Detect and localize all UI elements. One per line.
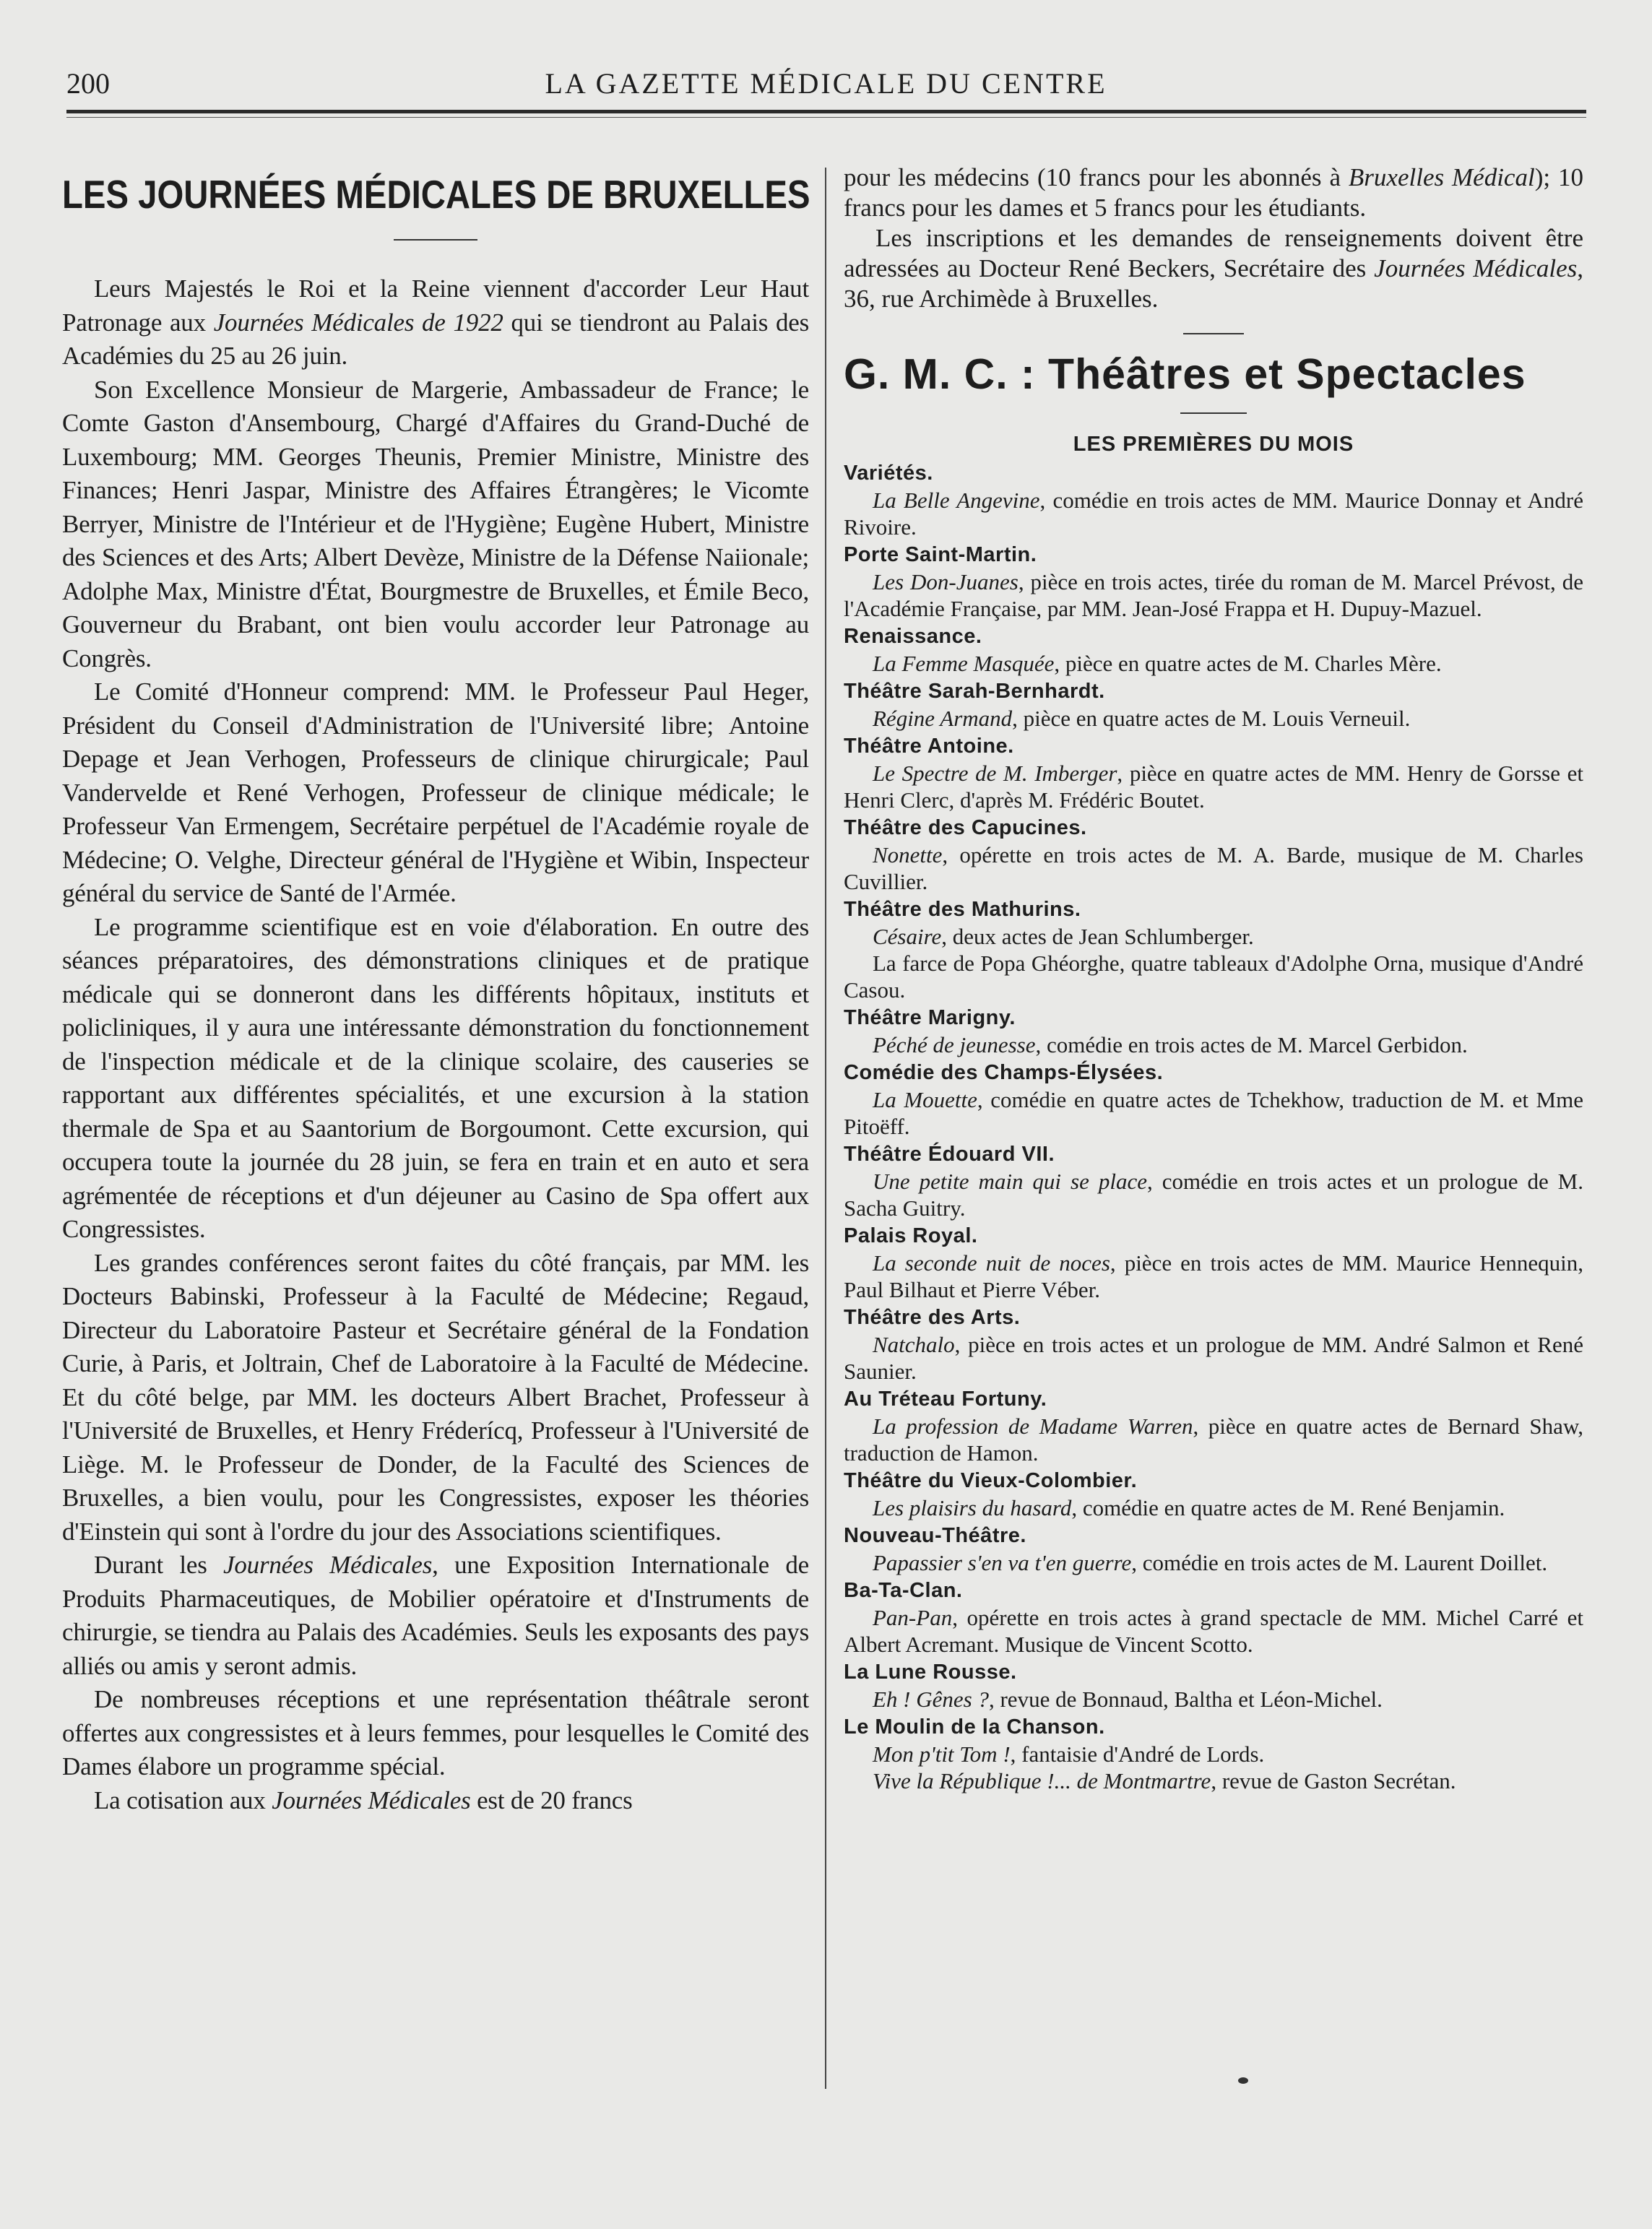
play-description: La Belle Angevine, comédie en trois actes de MM. Maurice Donnay et André Rivoire. [844,488,1583,540]
theatre-name: Théâtre Antoine. [844,735,1014,758]
article-title: LES JOURNÉES MÉDICALES DE BRUXELLES [62,172,810,217]
theatre-name: Ba-Ta-Clan. [844,1579,963,1602]
theatre-name: Théâtre du Vieux-Colombier. [844,1469,1138,1492]
theatre-name: Renaissance. [844,625,982,648]
left-column [62,163,809,1817]
article-paragraph: Son Excellence Monsieur de Margerie, Ambassadeur de France; le Comte Gaston d'Ansembourg, Chargé d'Affaires du Grand-Duché de Luxembourg; MM. Georges Theunis, Premier Ministre, Ministre des Finances; Henri Jaspar, Ministre des Affaires Étrangères; le Vicomte Berryer, Ministre de l'Intérieur et de l'Hygiène; Eugène Hubert, Ministre des Sciences et des Arts; Albert Devèze, Ministre de la Défense Naiionale; Adolphe Max, Ministre d'État, Bourgmestre de Bruxelles, et Émile Beco, Gouverneur du Brabant, ont bien voulu accorder leur Patronage au Congrès. [62,375,809,672]
play-description: Eh ! Gênes ?, revue de Bonnaud, Baltha et Léon-Michel. [873,1687,1383,1712]
article-paragraph: pour les médecins (10 francs pour les abonnés à Bruxelles Médical); 10 francs pour les dames et 5 francs pour les étudiants. [844,163,1584,222]
play-description: Papassier s'en va t'en guerre, comédie en trois actes de M. Laurent Doillet. [873,1550,1548,1575]
play-description: Une petite main qui se place, comédie en trois actes et un prologue de M. Sacha Guitry. [844,1169,1583,1221]
article-paragraph: Le programme scientifique est en voie d'élaboration. En outre des séances préparatoires, des démonstrations cliniques et de pratique médicale qui se donneront dans les différents hôpitaux, instituts et policliniques, il y aura une intéressante démonstration du fonctionnement de l'inspection médicale et de la clinique scolaire, des causeries se rapportant aux différentes spécialités, et une excursion à la station thermale de Spa et au Saantorium de Borgoumont. Cette excursion, qui occupera toute la journée du 28 juin, se fera en train et en auto et sera agrémentée de réceptions et d'un déjeuner au Casino de Spa offert aux Congressistes. [62,912,809,1243]
play-description: Les Don-Juanes, pièce en trois actes, tirée du roman de M. Marcel Prévost, de l'Académie Française, par MM. Jean-José Frappa et H. Dupuy-Mazuel. [844,569,1584,621]
article-paragraph: Leurs Majestés le Roi et la Reine viennent d'accorder Leur Haut Patronage aux Journées Médicales de 1922 qui se tiendront au Palais des Académies du 25 au 26 juin. [62,274,809,370]
theatre-name: Comédie des Champs-Élysées. [844,1061,1164,1084]
play-description: La Mouette, comédie en quatre actes de Tchekhow, traduction de M. et Mme Pitoëff. [844,1087,1583,1139]
play-description: Le Spectre de M. Imberger, pièce en quatre actes de MM. Henry de Gorsse et Henri Clerc, d'après M. Frédéric Boutet. [844,761,1583,813]
page-number: 200 [66,67,110,100]
play-description: Péché de jeunesse, comédie en trois actes de M. Marcel Gerbidon. [873,1032,1468,1057]
header-rule [66,110,1586,113]
header-rule-thin [66,117,1586,118]
theatre-name: Le Moulin de la Chanson. [844,1715,1105,1739]
play-description: Les plaisirs du hasard, comédie en quatre actes de M. René Benjamin. [873,1495,1505,1520]
end-ornament [1238,2077,1248,2084]
play-description: Mon p'tit Tom !, fantaisie d'André de Lords. [873,1741,1265,1767]
section-title: G. M. C. : Théâtres et Spectacles [844,350,1526,398]
article-paragraph: Les inscriptions et les demandes de renseignements doivent être adressées au Docteur René Beckers, Secrétaire des Journées Médicales, 36, rue Archimède à Bruxelles. [844,224,1583,313]
theatre-name: Nouveau-Théâtre. [844,1524,1026,1547]
theatre-name: Théâtre des Mathurins. [844,898,1081,921]
play-description: Natchalo, pièce en trois actes et un prologue de MM. André Salmon et René Saunier. [844,1332,1583,1384]
play-description: La farce de Popa Ghéorghe, quatre tableaux d'Adolphe Orna, musique d'André Casou. [844,951,1583,1003]
article-body [62,272,809,1817]
theatre-name: Porte Saint-Martin. [844,543,1037,566]
section-rule [1183,333,1244,334]
journal-title: LA GAZETTE MÉDICALE DU CENTRE [545,67,1107,100]
right-column [844,163,1583,1794]
section-title-rule [1180,412,1247,414]
play-description: La Femme Masquée, pièce en quatre actes de M. Charles Mère. [873,651,1442,676]
play-description: Césaire, deux actes de Jean Schlumberger. [873,924,1254,949]
theatre-name: La Lune Rousse. [844,1661,1017,1684]
article-continuation [844,163,1583,314]
theatre-name: Théâtre des Arts. [844,1306,1021,1329]
play-description: La seconde nuit de noces, pièce en trois actes de MM. Maurice Hennequin, Paul Bilhaut et Pierre Véber. [844,1250,1583,1302]
theatre-name: Au Tréteau Fortuny. [844,1388,1047,1411]
play-description: Vive la République !... de Montmartre, revue de Gaston Secrétan. [873,1768,1456,1793]
article-paragraph: Les grandes conférences seront faites du côté français, par MM. les Docteurs Babinski, Professeur à la Faculté de Médecine; Regaud, Directeur du Laboratoire Pasteur et Secrétaire général de la Fondation Curie, à Paris, et Joltrain, Chef de Laboratoire à la Faculté de Médecine. Et du côté belge, par MM. les docteurs Albert Brachet, Professeur à l'Université de Bruxelles, et Henry Fréderícq, Professeur à l'Université de Liège. M. le Professeur de Donder, de la Faculté des Sciences de Bruxelles, a bien voulu, pour les Congressistes, exposer les théories d'Einstein qui sont à l'ordre du jour des Associations scientifiques. [62,1248,809,1546]
theatre-name: Théâtre Édouard VII. [844,1143,1055,1166]
article-paragraph: De nombreuses réceptions et une représentation théâtrale seront offertes aux congressistes et à leurs femmes, pour lesquelles le Comité des Dames élabore un programme spécial. [62,1685,809,1780]
section-subtitle: LES PREMIÈRES DU MOIS [1073,433,1354,456]
theatre-name: Variétés. [844,462,933,485]
theatre-name: Théâtre Sarah-Bernhardt. [844,680,1105,703]
article-paragraph: Le Comité d'Honneur comprend: MM. le Professeur Paul Heger, Président du Conseil d'Administration de l'Université libre; Antoine Depage et Jean Verhogen, Professeurs de clinique chirurgicale; Paul Vandervelde et René Verhogen, Professeur de clinique médicale; le Professeur Van Ermengem, Secrétaire perpétuel de l'Académie royale de Médecine; O. Velghe, Directeur général de l'Hygiène et Wibin, Inspecteur général du service de Santé de l'Armée. [62,678,809,907]
spectacle-list [844,460,1583,1794]
title-rule [394,239,477,241]
theatre-name: Théâtre des Capucines. [844,816,1087,839]
article-paragraph: Durant les Journées Médicales, une Exposition Internationale de Produits Pharmaceutiques, de Mobilier opératoire et d'Instruments de chirurgie, se tiendra au Palais des Académies. Seuls les exposants des pays alliés ou amis y seront admis. [62,1551,809,1680]
play-description: Régine Armand, pièce en quatre actes de M. Louis Verneuil. [873,706,1411,731]
play-description: Pan-Pan, opérette en trois actes à grand spectacle de MM. Michel Carré et Albert Acremant. Musique de Vincent Scotto. [844,1605,1583,1657]
play-description: Nonette, opérette en trois actes de M. A. Barde, musique de M. Charles Cuvillier. [844,842,1583,894]
play-description: La profession de Madame Warren, pièce en quatre actes de Bernard Shaw, traduction de Hamon. [844,1414,1583,1466]
article-paragraph: La cotisation aux Journées Médicales est de 20 francs [94,1786,633,1814]
theatre-name: Palais Royal. [844,1224,978,1247]
theatre-name: Théâtre Marigny. [844,1006,1016,1029]
column-divider [825,168,826,2089]
